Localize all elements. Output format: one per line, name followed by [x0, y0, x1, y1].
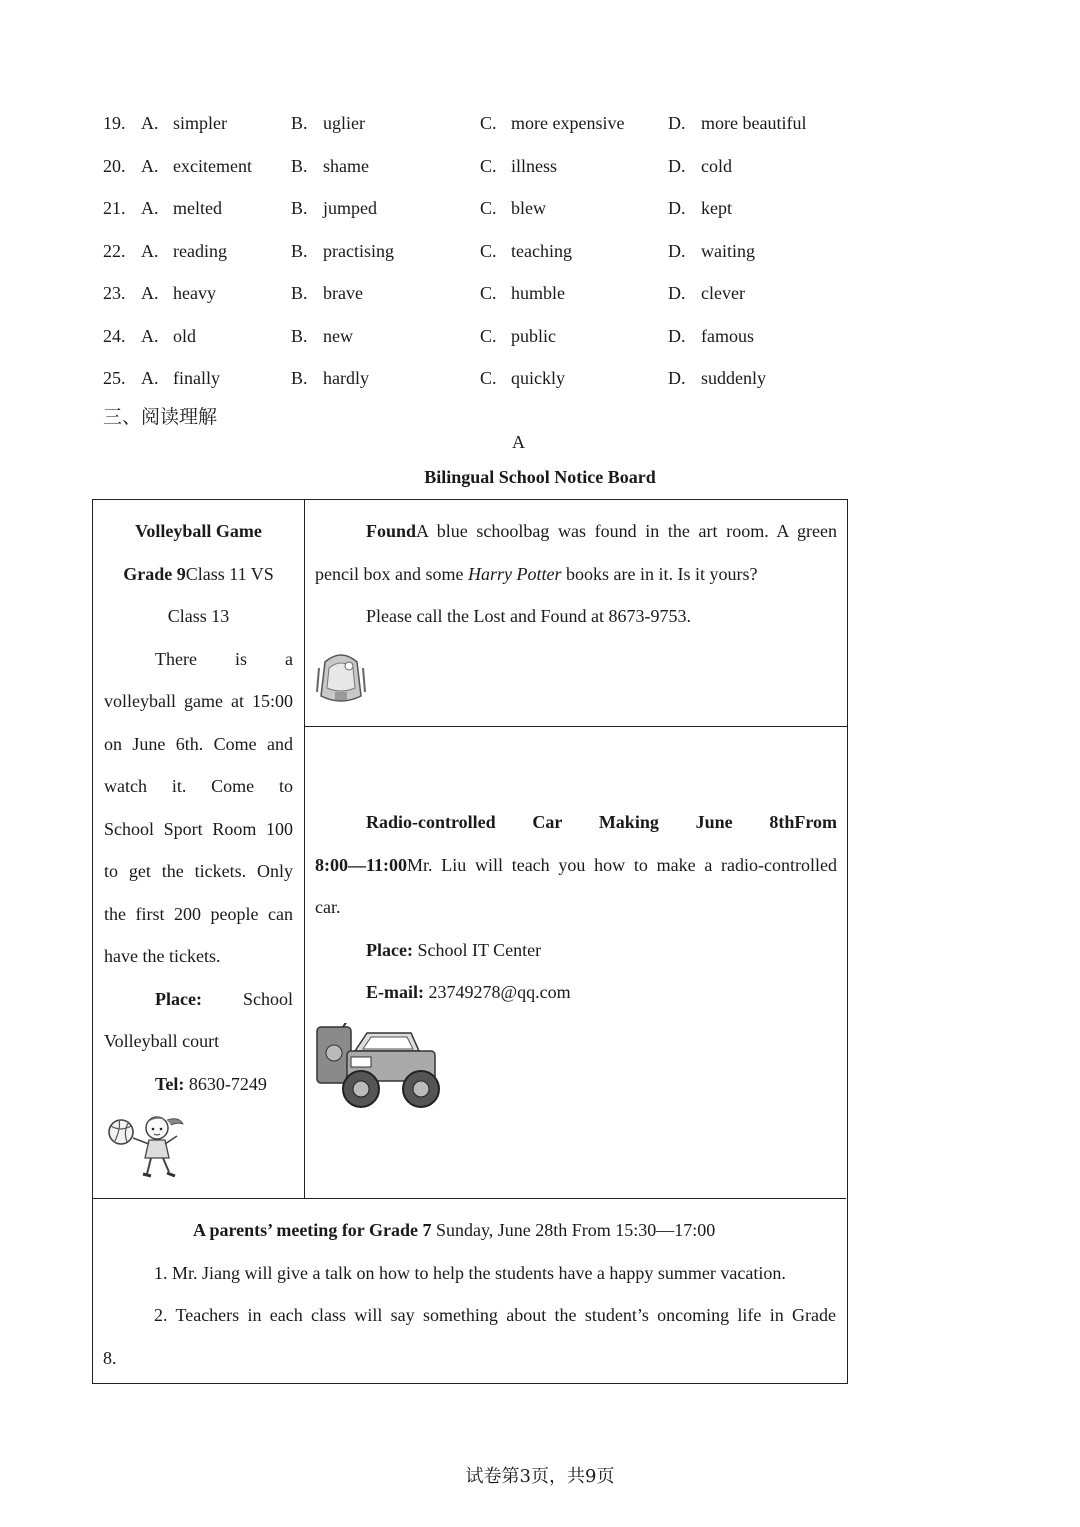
question-row — [103, 149, 863, 192]
option-a-text: excitement — [173, 155, 252, 176]
question-row — [103, 276, 863, 319]
volleyball-body-line: volleyball game at 15:00 — [104, 691, 293, 711]
car-line-3: car. — [315, 897, 341, 917]
option-c-text: blew — [511, 198, 546, 218]
option-c-text: quickly — [511, 368, 565, 388]
option-b-label: B. — [291, 155, 308, 176]
option-d-text: suddenly — [701, 368, 766, 388]
option-a-text: reading — [173, 240, 227, 261]
passage-letter: A — [512, 432, 525, 452]
meeting-item-2: 2. Teachers in each class will say something about the student’s oncoming life in Grade — [154, 1305, 836, 1325]
option-c-label: C. — [480, 368, 497, 388]
question-row — [103, 234, 863, 277]
option-d-text: famous — [701, 325, 754, 346]
option-c-text: teaching — [511, 240, 572, 261]
option-d-label: D. — [668, 283, 686, 303]
volleyball-body-last: have the tickets. — [104, 946, 221, 966]
question-row — [103, 361, 863, 404]
volleyball-tel: Tel: 8630-7249 — [155, 1073, 267, 1094]
question-row — [103, 191, 863, 234]
found-line-1: FoundA blue schoolbag was found in the art room. A green — [366, 521, 837, 541]
option-d-label: D. — [668, 113, 686, 133]
meeting-title: A parents’ meeting for Grade 7 Sunday, June 28th From 15:30—17:00 — [193, 1220, 716, 1240]
volleyball-body-line: There is a — [155, 648, 293, 669]
option-b-text: brave — [323, 283, 363, 303]
found-line-2: pencil box and some Harry Potter books are in it. Is it yours? — [315, 563, 758, 584]
option-d-label: D. — [668, 155, 686, 176]
option-d-label: D. — [668, 325, 686, 346]
car-making-notice — [305, 727, 847, 1198]
schoolbag-illustration — [315, 648, 367, 706]
question-number: 21. — [103, 198, 126, 218]
option-d-label: D. — [668, 240, 686, 261]
option-a-label: A. — [141, 240, 159, 261]
option-d-text: cold — [701, 155, 732, 176]
question-row — [103, 319, 863, 362]
option-b-label: B. — [291, 283, 308, 303]
option-c-text: illness — [511, 155, 558, 176]
volleyball-body-line: on June 6th. Come and — [104, 733, 293, 754]
option-c-label: C. — [480, 198, 497, 218]
rc-car-illustration — [315, 1023, 441, 1115]
question-number: 22. — [103, 240, 126, 261]
found-notice — [305, 500, 847, 727]
volleyball-grade: Grade 9Class 11 VS — [123, 563, 274, 584]
option-a-text: simpler — [173, 113, 227, 133]
question-number: 23. — [103, 283, 126, 303]
volleyball-body-line: the first 200 people can — [104, 903, 293, 924]
option-c-text: public — [511, 325, 556, 346]
question-number: 20. — [103, 155, 126, 176]
option-b-text: jumped — [323, 198, 377, 218]
option-a-label: A. — [141, 113, 159, 133]
section-heading: 三、阅读理解 — [103, 406, 218, 428]
option-a-label: A. — [141, 198, 159, 218]
option-b-label: B. — [291, 368, 308, 388]
volleyball-body-line: to get the tickets. Only — [104, 861, 293, 881]
car-place: Place: School IT Center — [366, 939, 542, 960]
option-b-text: uglier — [323, 113, 365, 133]
option-b-label: B. — [291, 198, 308, 218]
option-a-text: old — [173, 325, 197, 346]
option-b-label: B. — [291, 113, 308, 133]
volleyball-notice — [93, 500, 305, 1198]
option-a-text: heavy — [173, 283, 216, 303]
option-d-text: more beautiful — [701, 113, 807, 133]
car-email: E-mail: 23749278@qq.com — [366, 982, 571, 1002]
board-title: Bilingual School Notice Board — [424, 467, 656, 487]
option-c-text: more expensive — [511, 113, 625, 133]
volleyball-class: Class 13 — [167, 606, 230, 626]
option-d-text: waiting — [701, 240, 755, 261]
option-c-label: C. — [480, 325, 497, 346]
option-b-text: practising — [323, 240, 394, 261]
option-d-text: kept — [701, 198, 732, 218]
car-line-2: 8:00—11:00Mr. Liu will teach you how to make a radio-controlled — [315, 854, 837, 875]
notice-board — [92, 499, 848, 1384]
option-a-label: A. — [141, 368, 159, 388]
volleyball-body-line: School Sport Room 100 — [104, 818, 293, 839]
option-c-label: C. — [480, 155, 497, 176]
question-list — [103, 106, 863, 404]
option-a-label: A. — [141, 283, 159, 303]
option-d-label: D. — [668, 368, 686, 388]
option-a-label: A. — [141, 155, 159, 176]
found-line-3: Please call the Lost and Found at 8673-9753. — [366, 606, 691, 626]
question-number: 19. — [103, 113, 126, 133]
option-a-label: A. — [141, 325, 159, 346]
option-a-text: finally — [173, 368, 220, 388]
meeting-item-1: 1. Mr. Jiang will give a talk on how to help the students have a happy summer vacation. — [154, 1262, 786, 1283]
meeting-item-2-cont: 8. — [103, 1347, 117, 1368]
option-b-label: B. — [291, 240, 308, 261]
option-b-text: new — [323, 325, 353, 346]
option-a-text: melted — [173, 198, 222, 218]
volleyball-place-cont: Volleyball court — [104, 1031, 220, 1051]
volleyball-girl-illustration — [105, 1106, 191, 1182]
option-b-text: hardly — [323, 368, 369, 388]
page-footer: 试卷第3页，共9页 — [465, 1466, 615, 1487]
option-b-label: B. — [291, 325, 308, 346]
option-d-text: clever — [701, 283, 745, 303]
option-b-text: shame — [323, 155, 369, 176]
option-c-label: C. — [480, 113, 497, 133]
question-row — [103, 106, 863, 149]
question-number: 25. — [103, 368, 126, 388]
car-title: Radio-controlled Car Making June 8thFrom — [366, 812, 837, 832]
question-number: 24. — [103, 325, 126, 346]
option-c-label: C. — [480, 283, 497, 303]
option-c-label: C. — [480, 240, 497, 261]
volleyball-body-line: watch it. Come to — [104, 776, 293, 796]
option-c-text: humble — [511, 283, 565, 303]
volleyball-title: Volleyball Game — [135, 521, 262, 541]
option-d-label: D. — [668, 198, 686, 218]
volleyball-place: Place: School — [155, 988, 293, 1009]
parents-meeting-notice — [93, 1198, 846, 1383]
